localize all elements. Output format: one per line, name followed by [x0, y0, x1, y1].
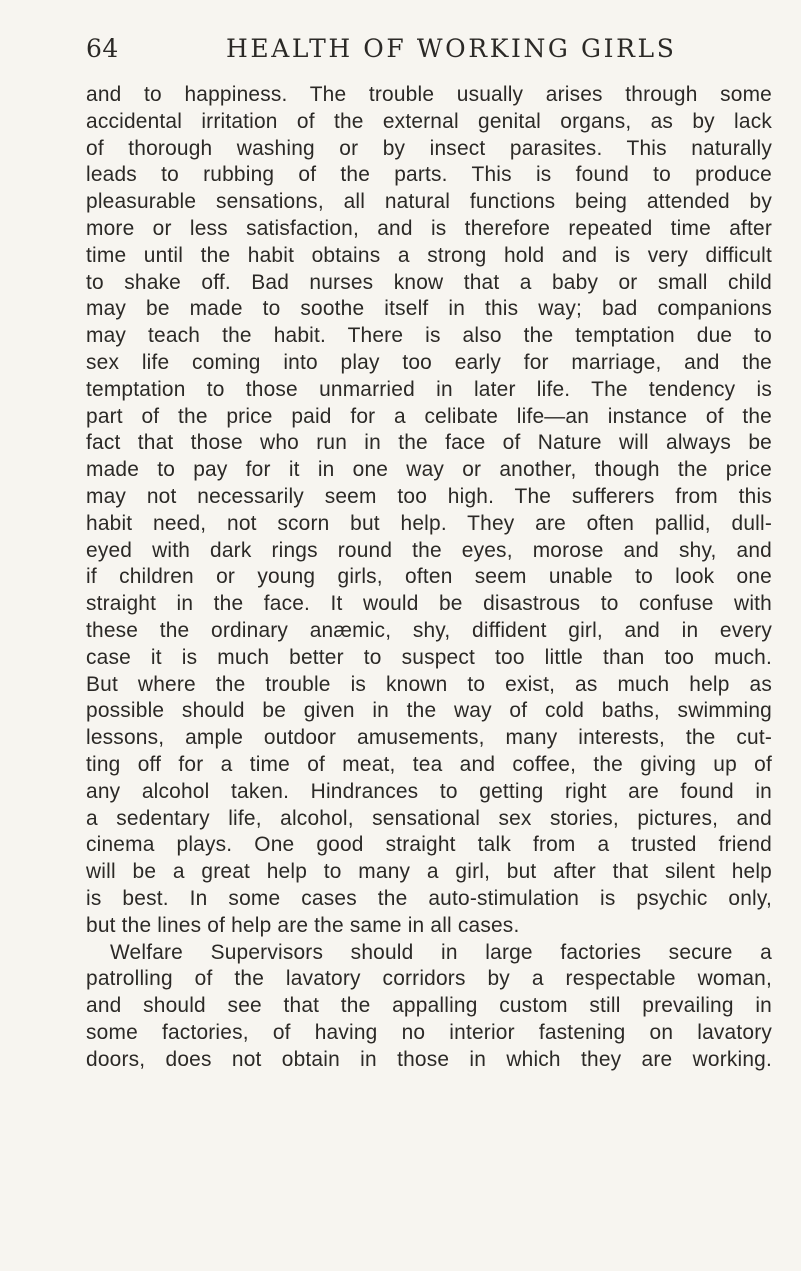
text-line: But where the trouble is known to exist, as much help as — [86, 672, 772, 696]
paragraph — [86, 940, 772, 1074]
text-line: and to happiness. The trouble usually arises through some — [86, 83, 772, 106]
text-line: straight in the face. It would be disastrous to confuse with — [86, 592, 772, 616]
text-line: more or less satisfaction, and is therefore repeated time after — [86, 216, 772, 240]
text-line: patrolling of the lavatory corridors by a respectable woman, — [86, 967, 772, 991]
text-line: habit need, not scorn but help. They are often pallid, dull- — [86, 511, 772, 535]
text-line: will be a great help to many a girl, but after that silent help — [86, 860, 772, 884]
text-line: if children or young girls, often seem unable to look one — [86, 565, 772, 589]
text-line: pleasurable sensations, all natural functions being attended by — [86, 190, 772, 214]
text-line: lessons, ample outdoor amusements, many interests, the cut- — [86, 726, 772, 750]
text-line: of thorough washing or by insect parasites. This naturally — [86, 136, 772, 160]
text-line: but the lines of help are the same in all cases. — [86, 913, 520, 937]
text-line: temptation to those unmarried in later life. The tendency is — [86, 377, 772, 401]
text-line: sex life coming into play too early for marriage, and the — [86, 350, 772, 374]
text-line: time until the habit obtains a strong hold and is very difficult — [86, 243, 772, 267]
text-line: to shake off. Bad nurses know that a baby or small child — [86, 270, 772, 294]
text-line: ting off for a time of meat, tea and coffee, the giving up of — [86, 752, 772, 776]
text-line: any alcohol taken. Hindrances to getting right are found in — [86, 779, 772, 803]
text-line: may not necessarily seem too high. The sufferers from this — [86, 484, 772, 508]
body-text — [86, 82, 772, 1182]
text-line: some factories, of having no interior fastening on lavatory — [86, 1020, 772, 1044]
page-number: 64 — [86, 34, 119, 63]
paragraph — [86, 82, 772, 940]
text-line: leads to rubbing of the parts. This is found to produce — [86, 163, 772, 187]
text-line: fact that those who run in the face of Nature will always be — [86, 431, 772, 455]
text-line: made to pay for it in one way or another, though the price — [86, 458, 772, 482]
text-line: doors, does not obtain in those in which they are working. — [86, 1047, 772, 1071]
text-line: Welfare Supervisors should in large factories secure a — [110, 940, 772, 964]
text-line: part of the price paid for a celibate life—an instance of the — [86, 404, 772, 428]
text-line: cinema plays. One good straight talk from a trusted friend — [86, 833, 772, 857]
text-line: a sedentary life, alcohol, sensational sex stories, pictures, and — [86, 806, 772, 830]
text-line: is best. In some cases the auto-stimulation is psychic only, — [86, 886, 772, 910]
text-line: eyed with dark rings round the eyes, morose and shy, and — [86, 538, 772, 562]
text-line: may be made to soothe itself in this way; bad companions — [86, 297, 772, 321]
text-line: possible should be given in the way of cold baths, swimming — [86, 699, 772, 723]
page-header — [86, 34, 772, 70]
text-line: may teach the habit. There is also the temptation due to — [86, 324, 772, 348]
running-head: HEALTH OF WORKING GIRLS — [226, 34, 677, 63]
text-line: and should see that the appalling custom still prevailing in — [86, 994, 772, 1018]
text-line: accidental irritation of the external genital organs, as by lack — [86, 109, 772, 133]
text-line: case it is much better to suspect too little than too much. — [86, 645, 772, 669]
text-line: these the ordinary anæmic, shy, diffident girl, and in every — [86, 618, 772, 642]
